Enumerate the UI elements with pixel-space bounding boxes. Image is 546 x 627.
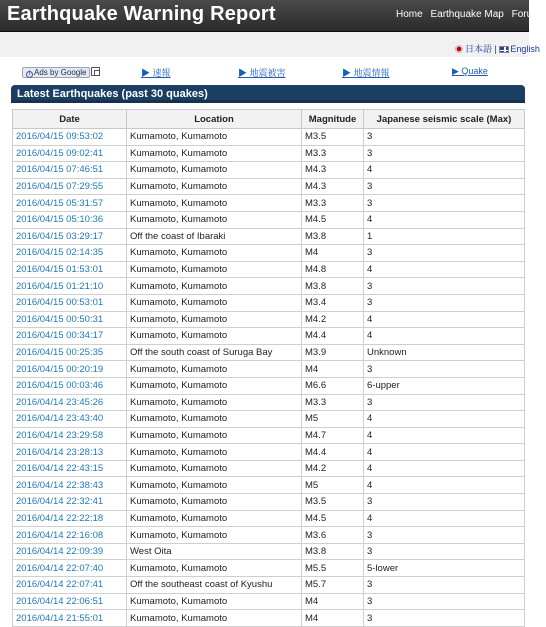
- seismic-scale-cell: 6-upper: [364, 377, 525, 394]
- date-cell[interactable]: 2016/04/14 22:43:15: [13, 460, 127, 477]
- table-row: [13, 278, 525, 295]
- table-row: [13, 195, 525, 212]
- date-cell[interactable]: 2016/04/14 22:07:41: [13, 577, 127, 594]
- magnitude-cell: M6.6: [302, 377, 364, 394]
- table-row: [13, 411, 525, 428]
- nav-forum-link[interactable]: Forum: [511, 9, 541, 20]
- date-cell[interactable]: 2016/04/15 00:25:35: [13, 344, 127, 361]
- table-row: [13, 460, 525, 477]
- seismic-scale-cell: 4: [364, 162, 525, 179]
- table-row: [13, 494, 525, 511]
- location-cell: Kumamoto, Kumamoto: [127, 178, 302, 195]
- location-cell: Kumamoto, Kumamoto: [127, 245, 302, 262]
- table-row: [13, 560, 525, 577]
- seismic-scale-cell: 3: [364, 593, 525, 610]
- table-row: [13, 228, 525, 245]
- date-cell[interactable]: 2016/04/15 00:53:01: [13, 294, 127, 311]
- seismic-scale-cell: 4: [364, 460, 525, 477]
- table-row: [13, 394, 525, 411]
- ad-link-sokuho[interactable]: ▶ 速報: [141, 68, 171, 78]
- date-cell[interactable]: 2016/04/15 00:34:17: [13, 328, 127, 345]
- location-cell: Kumamoto, Kumamoto: [127, 394, 302, 411]
- seismic-scale-cell: 4: [364, 427, 525, 444]
- seismic-scale-cell: 4: [364, 211, 525, 228]
- seismic-scale-cell: 3: [364, 129, 525, 146]
- date-cell[interactable]: 2016/04/14 23:28:13: [13, 444, 127, 461]
- table-header-row: [13, 110, 525, 129]
- table-row: [13, 593, 525, 610]
- date-cell[interactable]: 2016/04/15 03:29:17: [13, 228, 127, 245]
- magnitude-cell: M4.2: [302, 460, 364, 477]
- table-row: [13, 178, 525, 195]
- date-cell[interactable]: 2016/04/15 02:14:35: [13, 245, 127, 262]
- table-row: [13, 477, 525, 494]
- location-cell: Kumamoto, Kumamoto: [127, 593, 302, 610]
- date-cell[interactable]: 2016/04/14 22:38:43: [13, 477, 127, 494]
- table-row: [13, 344, 525, 361]
- location-cell: Off the coast of Ibaraki: [127, 228, 302, 245]
- seismic-scale-cell: 3: [364, 294, 525, 311]
- magnitude-cell: M4: [302, 245, 364, 262]
- location-cell: Kumamoto, Kumamoto: [127, 444, 302, 461]
- seismic-scale-cell: Unknown: [364, 344, 525, 361]
- date-cell[interactable]: 2016/04/15 09:53:02: [13, 129, 127, 146]
- table-row: [13, 610, 525, 627]
- location-cell: Kumamoto, Kumamoto: [127, 427, 302, 444]
- magnitude-cell: M3.3: [302, 394, 364, 411]
- location-cell: Kumamoto, Kumamoto: [127, 328, 302, 345]
- date-cell[interactable]: 2016/04/14 22:22:18: [13, 510, 127, 527]
- magnitude-cell: M4: [302, 593, 364, 610]
- date-cell[interactable]: 2016/04/15 05:31:57: [13, 195, 127, 212]
- location-cell: Kumamoto, Kumamoto: [127, 145, 302, 162]
- seismic-scale-cell: 3: [364, 178, 525, 195]
- seismic-scale-cell: 4: [364, 444, 525, 461]
- table-row: [13, 361, 525, 378]
- japan-flag-icon: [455, 45, 463, 53]
- seismic-scale-cell: 3: [364, 278, 525, 295]
- language-switcher: [455, 42, 540, 55]
- ad-links-bar: [22, 67, 522, 79]
- magnitude-cell: M3.8: [302, 228, 364, 245]
- magnitude-cell: M3.8: [302, 543, 364, 560]
- lang-english-link[interactable]: English: [510, 44, 540, 54]
- location-cell: Kumamoto, Kumamoto: [127, 411, 302, 428]
- date-cell[interactable]: 2016/04/14 22:09:39: [13, 543, 127, 560]
- column-header-magnitude[interactable]: Magnitude: [302, 110, 364, 129]
- column-header-date[interactable]: Date: [13, 110, 127, 129]
- table-row: [13, 527, 525, 544]
- location-cell: Kumamoto, Kumamoto: [127, 377, 302, 394]
- date-cell[interactable]: 2016/04/15 00:50:31: [13, 311, 127, 328]
- table-row: [13, 129, 525, 146]
- magnitude-cell: M5: [302, 411, 364, 428]
- date-cell[interactable]: 2016/04/15 01:53:01: [13, 261, 127, 278]
- date-cell[interactable]: 2016/04/15 05:10:36: [13, 211, 127, 228]
- magnitude-cell: M4: [302, 610, 364, 627]
- seismic-scale-cell: 3: [364, 527, 525, 544]
- seismic-scale-cell: 3: [364, 394, 525, 411]
- column-header-seismic-scale[interactable]: Japanese seismic scale (Max): [364, 110, 525, 129]
- date-cell[interactable]: 2016/04/14 23:43:40: [13, 411, 127, 428]
- location-cell: Kumamoto, Kumamoto: [127, 162, 302, 179]
- table-row: [13, 245, 525, 262]
- magnitude-cell: M4.4: [302, 444, 364, 461]
- date-cell[interactable]: 2016/04/15 09:02:41: [13, 145, 127, 162]
- seismic-scale-cell: 1: [364, 228, 525, 245]
- location-cell: Off the south coast of Suruga Bay: [127, 344, 302, 361]
- magnitude-cell: M4.4: [302, 328, 364, 345]
- seismic-scale-cell: 4: [364, 510, 525, 527]
- seismic-scale-cell: 3: [364, 361, 525, 378]
- table-row: [13, 311, 525, 328]
- date-cell[interactable]: 2016/04/14 22:06:51: [13, 593, 127, 610]
- lang-separator: |: [494, 44, 497, 54]
- location-cell: Kumamoto, Kumamoto: [127, 129, 302, 146]
- location-cell: Kumamoto, Kumamoto: [127, 361, 302, 378]
- magnitude-cell: M3.3: [302, 195, 364, 212]
- ad-options-icon[interactable]: [91, 67, 100, 76]
- magnitude-cell: M3.4: [302, 294, 364, 311]
- location-cell: Kumamoto, Kumamoto: [127, 610, 302, 627]
- date-cell[interactable]: 2016/04/15 00:03:46: [13, 377, 127, 394]
- seismic-scale-cell: 3: [364, 195, 525, 212]
- info-icon: i: [26, 71, 33, 78]
- date-cell[interactable]: 2016/04/15 07:29:55: [13, 178, 127, 195]
- location-cell: Kumamoto, Kumamoto: [127, 195, 302, 212]
- table-row: [13, 294, 525, 311]
- seismic-scale-cell: 3: [364, 494, 525, 511]
- location-cell: Kumamoto, Kumamoto: [127, 311, 302, 328]
- ad-link-jishin-joho[interactable]: ▶ 地震情報: [342, 68, 390, 78]
- seismic-scale-cell: 3: [364, 577, 525, 594]
- magnitude-cell: M5.7: [302, 577, 364, 594]
- magnitude-cell: M4.2: [302, 311, 364, 328]
- seismic-scale-cell: 4: [364, 311, 525, 328]
- seismic-scale-cell: 3: [364, 543, 525, 560]
- magnitude-cell: M4.8: [302, 261, 364, 278]
- table-row: [13, 543, 525, 560]
- table-row: [13, 162, 525, 179]
- nav-home-link[interactable]: Home: [396, 9, 423, 20]
- table-row: [13, 577, 525, 594]
- ad-link-quake[interactable]: ▶ Quake: [452, 66, 488, 76]
- location-cell: Kumamoto, Kumamoto: [127, 494, 302, 511]
- table-row: [13, 328, 525, 345]
- location-cell: Kumamoto, Kumamoto: [127, 560, 302, 577]
- date-cell[interactable]: 2016/04/14 21:55:01: [13, 610, 127, 627]
- magnitude-cell: M4: [302, 361, 364, 378]
- magnitude-cell: M4.3: [302, 162, 364, 179]
- location-cell: Kumamoto, Kumamoto: [127, 261, 302, 278]
- seismic-scale-cell: 3: [364, 610, 525, 627]
- table-row: [13, 427, 525, 444]
- date-cell[interactable]: 2016/04/14 22:07:40: [13, 560, 127, 577]
- table-row: [13, 444, 525, 461]
- magnitude-cell: M4.5: [302, 211, 364, 228]
- magnitude-cell: M4.5: [302, 510, 364, 527]
- magnitude-cell: M5: [302, 477, 364, 494]
- location-cell: Kumamoto, Kumamoto: [127, 294, 302, 311]
- earthquake-table: [12, 109, 525, 627]
- magnitude-cell: M3.5: [302, 129, 364, 146]
- language-bar: [0, 32, 529, 57]
- location-cell: Kumamoto, Kumamoto: [127, 477, 302, 494]
- seismic-scale-cell: 4: [364, 411, 525, 428]
- date-cell[interactable]: 2016/04/15 07:46:51: [13, 162, 127, 179]
- date-cell[interactable]: 2016/04/14 22:32:41: [13, 494, 127, 511]
- seismic-scale-cell: 3: [364, 245, 525, 262]
- table-row: [13, 377, 525, 394]
- table-row: [13, 145, 525, 162]
- date-cell[interactable]: 2016/04/14 23:29:58: [13, 427, 127, 444]
- seismic-scale-cell: 4: [364, 328, 525, 345]
- uk-flag-icon: [499, 46, 509, 53]
- magnitude-cell: M4.3: [302, 178, 364, 195]
- table-row: [13, 261, 525, 278]
- magnitude-cell: M3.9: [302, 344, 364, 361]
- seismic-scale-cell: 4: [364, 261, 525, 278]
- location-cell: West Oita: [127, 543, 302, 560]
- location-cell: Kumamoto, Kumamoto: [127, 460, 302, 477]
- magnitude-cell: M3.8: [302, 278, 364, 295]
- magnitude-cell: M3.3: [302, 145, 364, 162]
- table-row: [13, 510, 525, 527]
- seismic-scale-cell: 4: [364, 477, 525, 494]
- ad-link-jishin-higai[interactable]: ▶ 地震被害: [238, 68, 286, 78]
- magnitude-cell: M3.6: [302, 527, 364, 544]
- date-cell[interactable]: 2016/04/15 01:21:10: [13, 278, 127, 295]
- magnitude-cell: M3.5: [302, 494, 364, 511]
- nav-earthquake-map-link[interactable]: Earthquake Map: [430, 9, 504, 20]
- ads-by-google-button[interactable]: [22, 67, 90, 78]
- seismic-scale-cell: 5-lower: [364, 560, 525, 577]
- top-nav: [396, 9, 546, 20]
- site-title[interactable]: Earthquake Warning Report: [7, 3, 276, 25]
- magnitude-cell: M5.5: [302, 560, 364, 577]
- date-cell[interactable]: 2016/04/14 23:45:26: [13, 394, 127, 411]
- section-title: Latest Earthquakes (past 30 quakes): [17, 88, 208, 100]
- seismic-scale-cell: 3: [364, 145, 525, 162]
- top-bar: [0, 0, 541, 32]
- location-cell: Kumamoto, Kumamoto: [127, 211, 302, 228]
- magnitude-cell: M4.7: [302, 427, 364, 444]
- ads-by-google-label: Ads by Google: [34, 68, 87, 77]
- section-header: [11, 85, 525, 103]
- table-row: [13, 211, 525, 228]
- location-cell: Kumamoto, Kumamoto: [127, 510, 302, 527]
- location-cell: Kumamoto, Kumamoto: [127, 527, 302, 544]
- location-cell: Kumamoto, Kumamoto: [127, 278, 302, 295]
- location-cell: Off the southeast coast of Kyushu: [127, 577, 302, 594]
- column-header-location[interactable]: Location: [127, 110, 302, 129]
- date-cell[interactable]: 2016/04/15 00:20:19: [13, 361, 127, 378]
- date-cell[interactable]: 2016/04/14 22:16:08: [13, 527, 127, 544]
- lang-japanese-link[interactable]: 日本語: [465, 44, 493, 54]
